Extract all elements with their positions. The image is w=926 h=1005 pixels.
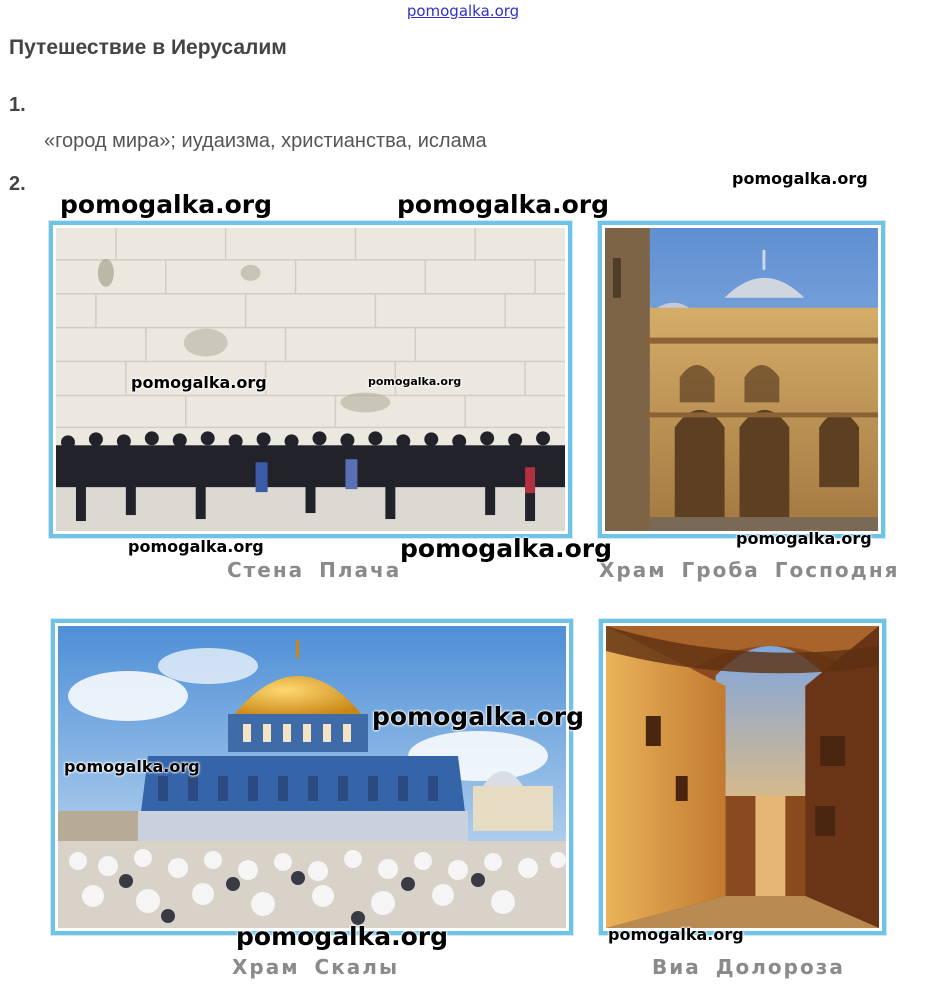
watermark: pomogalka.org xyxy=(400,534,613,563)
watermark: pomogalka.org xyxy=(608,925,744,944)
watermark: pomogalka.org xyxy=(368,375,462,388)
caption-via-dolorosa: Виа Долороза xyxy=(652,955,845,979)
task-1-number: 1. xyxy=(9,94,26,116)
watermark: pomogalka.org xyxy=(236,922,449,951)
watermark: pomogalka.org xyxy=(397,190,610,219)
caption-holy-sepulchre: Храм Гроба Господня xyxy=(599,558,900,582)
site-link[interactable]: pomogalka.org xyxy=(406,2,520,20)
watermark: pomogalka.org xyxy=(128,537,264,556)
dome-of-the-rock-photo xyxy=(51,619,573,935)
task-1-answer: «город мира»; иудаизма, христианства, ислама xyxy=(44,130,487,152)
wailing-wall-photo xyxy=(49,221,572,538)
caption-wailing-wall: Стена Плача xyxy=(227,558,402,582)
watermark: pomogalka.org xyxy=(64,757,200,776)
holy-sepulchre-photo xyxy=(598,221,885,538)
caption-dome-of-the-rock: Храм Скалы xyxy=(232,955,400,979)
watermark: pomogalka.org xyxy=(60,190,273,219)
via-dolorosa-photo xyxy=(599,619,886,935)
task-2-number: 2. xyxy=(9,173,26,195)
watermark: pomogalka.org xyxy=(736,529,872,548)
watermark: pomogalka.org xyxy=(131,373,267,392)
page-title: Путешествие в Иерусалим xyxy=(9,36,287,59)
watermark: pomogalka.org xyxy=(372,702,585,731)
watermark: pomogalka.org xyxy=(732,169,868,188)
